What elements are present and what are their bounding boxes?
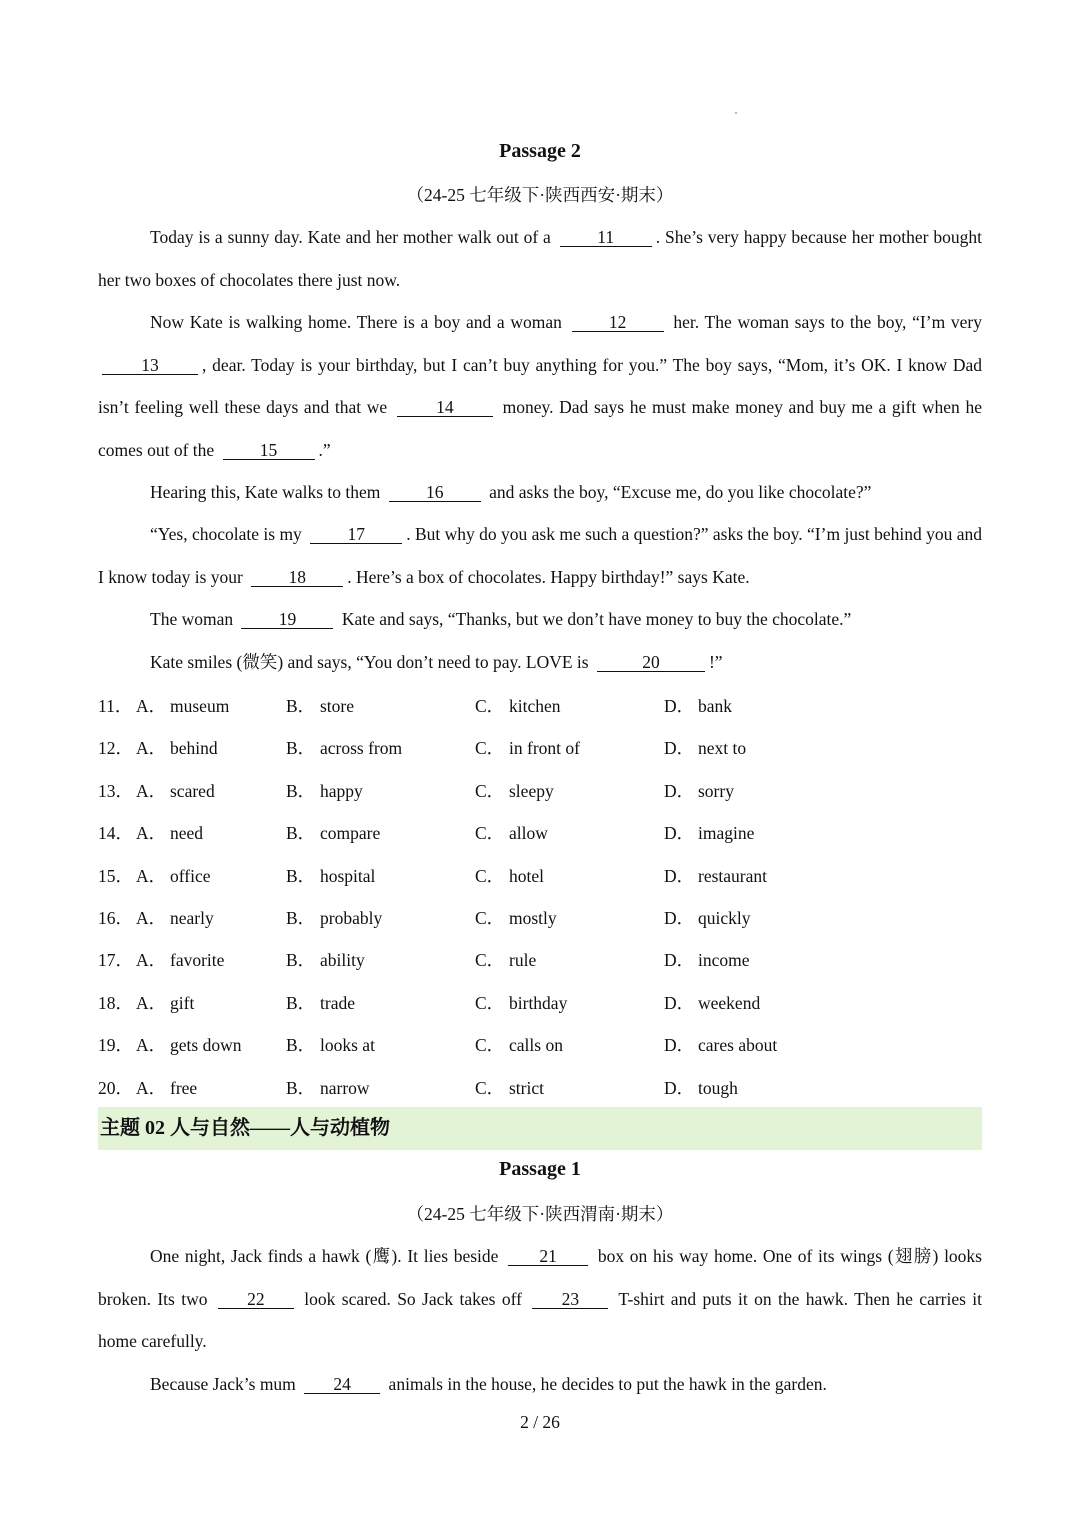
option-letter: D． [664, 908, 695, 928]
option-c[interactable] [475, 1032, 563, 1057]
passage2-paragraph-6 [98, 641, 982, 684]
text-span: Kate smiles (微笑) and says, “You don’t need to pay. LOVE is [150, 652, 589, 672]
blank-15[interactable]: 15 [223, 441, 315, 460]
question-number: 19． [98, 1035, 133, 1056]
option-text: across from [320, 738, 403, 759]
option-letter: B． [286, 780, 316, 801]
text-span: One night, Jack finds a hawk (鹰). It lies beside [150, 1246, 499, 1266]
option-c[interactable] [475, 820, 548, 845]
text-span: The woman [150, 609, 234, 629]
question-number: 17． [98, 950, 133, 971]
text-span: .” [318, 439, 331, 460]
option-d[interactable] [664, 947, 750, 972]
option-text: trade [320, 992, 355, 1013]
blank-20[interactable]: 20 [597, 653, 705, 672]
option-letter: B． [286, 696, 316, 716]
option-letter: C． [475, 696, 505, 716]
option-letter: D． [664, 823, 695, 844]
text-span: “Yes, chocolate is my [150, 524, 302, 544]
blank-18[interactable]: 18 [251, 568, 343, 587]
option-text: free [170, 1077, 198, 1098]
passage2-paragraph-4 [98, 513, 982, 598]
text-span: money. Dad says he must make money and buy me a gift when he comes out of the [98, 397, 983, 460]
passage1-source: （24-25 七年级下·陕西渭南·期末） [406, 1204, 674, 1224]
option-text: weekend [698, 992, 761, 1013]
option-c[interactable] [475, 863, 544, 888]
option-letter: C． [475, 1035, 505, 1056]
option-text: need [170, 823, 204, 844]
option-text: birthday [509, 992, 568, 1013]
option-text: mostly [509, 908, 557, 928]
option-text: hotel [509, 865, 544, 886]
option-text: hospital [320, 865, 376, 886]
text-span: her. The woman says to the boy, “I’m very [673, 312, 982, 332]
theme-label: 主题 02 人与自然——人与动植物 [100, 1117, 390, 1139]
passage1-paragraph-2 [98, 1363, 982, 1406]
option-text: in front of [509, 738, 580, 759]
option-a[interactable] [136, 990, 194, 1015]
option-row [98, 905, 982, 935]
option-a[interactable] [136, 778, 215, 803]
option-letter: C． [475, 950, 505, 971]
option-d[interactable] [664, 1032, 777, 1057]
option-text: narrow [320, 1077, 370, 1098]
blank-17[interactable]: 17 [310, 525, 402, 544]
option-row [98, 947, 982, 977]
option-row [98, 990, 982, 1020]
passage2-title: Passage 2 [499, 140, 581, 162]
text-span: animals in the house, he decides to put the hawk in the garden. [388, 1374, 827, 1394]
option-letter: C． [475, 908, 505, 928]
option-text: strict [509, 1077, 544, 1098]
option-text: allow [509, 823, 548, 844]
option-row [98, 735, 982, 765]
text-span: T-shirt and puts it on the hawk. Then he carries it home carefully. [98, 1288, 983, 1351]
option-letter: B． [286, 1077, 316, 1098]
option-b[interactable] [286, 1032, 375, 1057]
option-b[interactable] [286, 863, 375, 888]
option-a[interactable] [136, 905, 214, 930]
option-text: gift [170, 992, 195, 1013]
option-letter: A． [136, 780, 167, 801]
option-row [98, 820, 982, 850]
option-text: probably [320, 908, 383, 928]
blank-12[interactable]: 12 [572, 313, 664, 332]
option-c[interactable] [475, 990, 567, 1015]
option-text: sorry [698, 780, 734, 801]
option-a[interactable] [136, 863, 211, 888]
blank-21[interactable]: 21 [508, 1247, 588, 1266]
option-text: happy [320, 780, 363, 801]
text-span: Today is a sunny day. Kate and her mother walk out of a [150, 227, 551, 247]
question-number: 11． [98, 696, 133, 716]
page-number: 2 / 26 [520, 1412, 560, 1432]
question-number: 18． [98, 992, 133, 1013]
option-row [98, 778, 982, 808]
option-c[interactable] [475, 1075, 544, 1100]
option-letter: D． [664, 780, 695, 801]
option-a[interactable] [136, 1075, 197, 1100]
option-letter: D． [664, 1077, 695, 1098]
option-c[interactable] [475, 735, 580, 760]
question-number: 14． [98, 823, 133, 844]
option-c[interactable] [475, 947, 536, 972]
option-text: kitchen [509, 696, 561, 716]
option-text: gets down [170, 1035, 242, 1056]
option-letter: B． [286, 823, 316, 844]
text-span: . She’s very happy because her mother bought her two boxes of chocolates there just now. [98, 227, 982, 290]
text-span: !” [708, 652, 723, 672]
option-d[interactable] [664, 778, 734, 803]
option-b[interactable] [286, 990, 355, 1015]
option-letter: C． [475, 1077, 505, 1098]
option-b[interactable] [286, 778, 363, 803]
option-text: calls on [509, 1035, 563, 1056]
option-a[interactable] [136, 693, 229, 718]
option-b[interactable] [286, 905, 382, 930]
option-c[interactable] [475, 693, 561, 718]
option-text: next to [698, 738, 747, 759]
blank-14[interactable]: 14 [397, 398, 493, 417]
option-b[interactable] [286, 947, 365, 972]
option-a[interactable] [136, 820, 203, 845]
option-letter: D． [664, 738, 695, 759]
option-text: compare [320, 823, 381, 844]
option-text: looks at [320, 1035, 375, 1056]
theme-banner [98, 1107, 982, 1150]
passage2-paragraph-2 [98, 301, 982, 471]
blank-22[interactable]: 22 [218, 1290, 294, 1309]
blank-19[interactable]: 19 [241, 610, 333, 629]
option-text: scared [170, 780, 215, 801]
passage2-paragraph-1 [98, 216, 982, 301]
question-number: 20． [98, 1077, 133, 1098]
option-text: museum [170, 696, 230, 716]
option-letter: A． [136, 738, 167, 759]
option-text: quickly [698, 908, 751, 928]
option-letter: C． [475, 992, 505, 1013]
option-letter: A． [136, 696, 167, 716]
option-letter: B． [286, 908, 316, 928]
question-number: 12． [98, 738, 133, 759]
text-span: and asks the boy, “Excuse me, do you like chocolate?” [489, 482, 872, 502]
option-letter: A． [136, 1077, 167, 1098]
passage1-title: Passage 1 [499, 1158, 581, 1180]
option-d[interactable] [664, 905, 751, 930]
option-d[interactable] [664, 693, 732, 718]
option-letter: D． [664, 1035, 695, 1056]
option-letter: B． [286, 1035, 316, 1056]
option-b[interactable] [286, 1075, 370, 1100]
option-letter: C． [475, 865, 505, 886]
passage1-paragraph-1 [98, 1235, 982, 1363]
option-row [98, 693, 982, 723]
passage2-paragraph-5 [98, 598, 982, 641]
option-d[interactable] [664, 990, 760, 1015]
option-text: cares about [698, 1035, 778, 1056]
blank-23[interactable]: 23 [532, 1290, 608, 1309]
option-text: bank [698, 696, 733, 716]
text-span: , dear. Today is your birthday, but I can’t buy anything for you.” The boy says, “Mom, it’s OK. I know Dad isn’t feeling well these days and that we [98, 354, 982, 417]
option-letter: D． [664, 992, 695, 1013]
text-span: Hearing this, Kate walks to them [150, 482, 381, 502]
text-span: Now Kate is walking home. There is a boy and a woman [150, 312, 562, 332]
option-letter: B． [286, 950, 316, 971]
text-span: Kate and says, “Thanks, but we don’t have money to buy the chocolate.” [341, 609, 852, 629]
option-letter: C． [475, 738, 505, 759]
option-text: income [698, 950, 750, 971]
option-letter: D． [664, 950, 695, 971]
blank-24[interactable]: 24 [304, 1375, 380, 1394]
question-number: 13． [98, 780, 133, 801]
option-letter: C． [475, 823, 505, 844]
option-a[interactable] [136, 947, 224, 972]
option-letter: D． [664, 696, 695, 716]
scan-dot [735, 112, 737, 114]
blank-11[interactable]: 11 [560, 228, 652, 247]
option-letter: B． [286, 865, 316, 886]
option-row [98, 863, 982, 893]
option-text: office [170, 865, 211, 886]
passage2-source: （24-25 七年级下·陕西西安·期末） [406, 185, 674, 205]
blank-16[interactable]: 16 [389, 483, 481, 502]
option-c[interactable] [475, 905, 557, 930]
option-letter: C． [475, 780, 505, 801]
option-text: imagine [698, 823, 755, 844]
option-letter: A． [136, 823, 167, 844]
blank-13[interactable]: 13 [102, 356, 198, 375]
option-row [98, 1032, 982, 1062]
option-d[interactable] [664, 820, 754, 845]
option-text: ability [320, 950, 365, 971]
question-number: 15． [98, 865, 133, 886]
text-span: box on his way home. One of its wings (翅膀) looks broken. Its two [98, 1246, 982, 1309]
option-text: sleepy [509, 780, 554, 801]
option-d[interactable] [664, 735, 746, 760]
text-span: Because Jack’s mum [150, 1374, 296, 1394]
text-span: . But why do you ask me such a question?” asks the boy. “I’m just behind you and I know today is your [98, 524, 982, 587]
option-text: restaurant [698, 865, 767, 886]
text-span: . Here’s a box of chocolates. Happy birthday!” says Kate. [347, 566, 750, 587]
option-text: behind [170, 738, 218, 759]
option-b[interactable] [286, 693, 354, 718]
option-a[interactable] [136, 1032, 241, 1057]
option-d[interactable] [664, 863, 767, 888]
option-letter: A． [136, 992, 167, 1013]
option-letter: A． [136, 865, 167, 886]
option-letter: B． [286, 738, 316, 759]
option-letter: A． [136, 950, 167, 971]
option-text: tough [698, 1077, 738, 1098]
option-b[interactable] [286, 735, 402, 760]
option-letter: A． [136, 908, 167, 928]
option-letter: B． [286, 992, 316, 1013]
passage2-paragraph-3 [98, 471, 982, 514]
option-text: rule [509, 950, 537, 971]
option-letter: D． [664, 865, 695, 886]
text-span: look scared. So Jack takes off [304, 1288, 522, 1309]
option-d[interactable] [664, 1075, 738, 1100]
option-letter: A． [136, 1035, 167, 1056]
option-a[interactable] [136, 735, 218, 760]
option-text: nearly [170, 908, 214, 928]
option-text: favorite [170, 950, 225, 971]
option-c[interactable] [475, 778, 554, 803]
option-b[interactable] [286, 820, 380, 845]
option-text: store [320, 696, 355, 716]
option-row [98, 1075, 982, 1105]
question-number: 16． [98, 908, 133, 928]
